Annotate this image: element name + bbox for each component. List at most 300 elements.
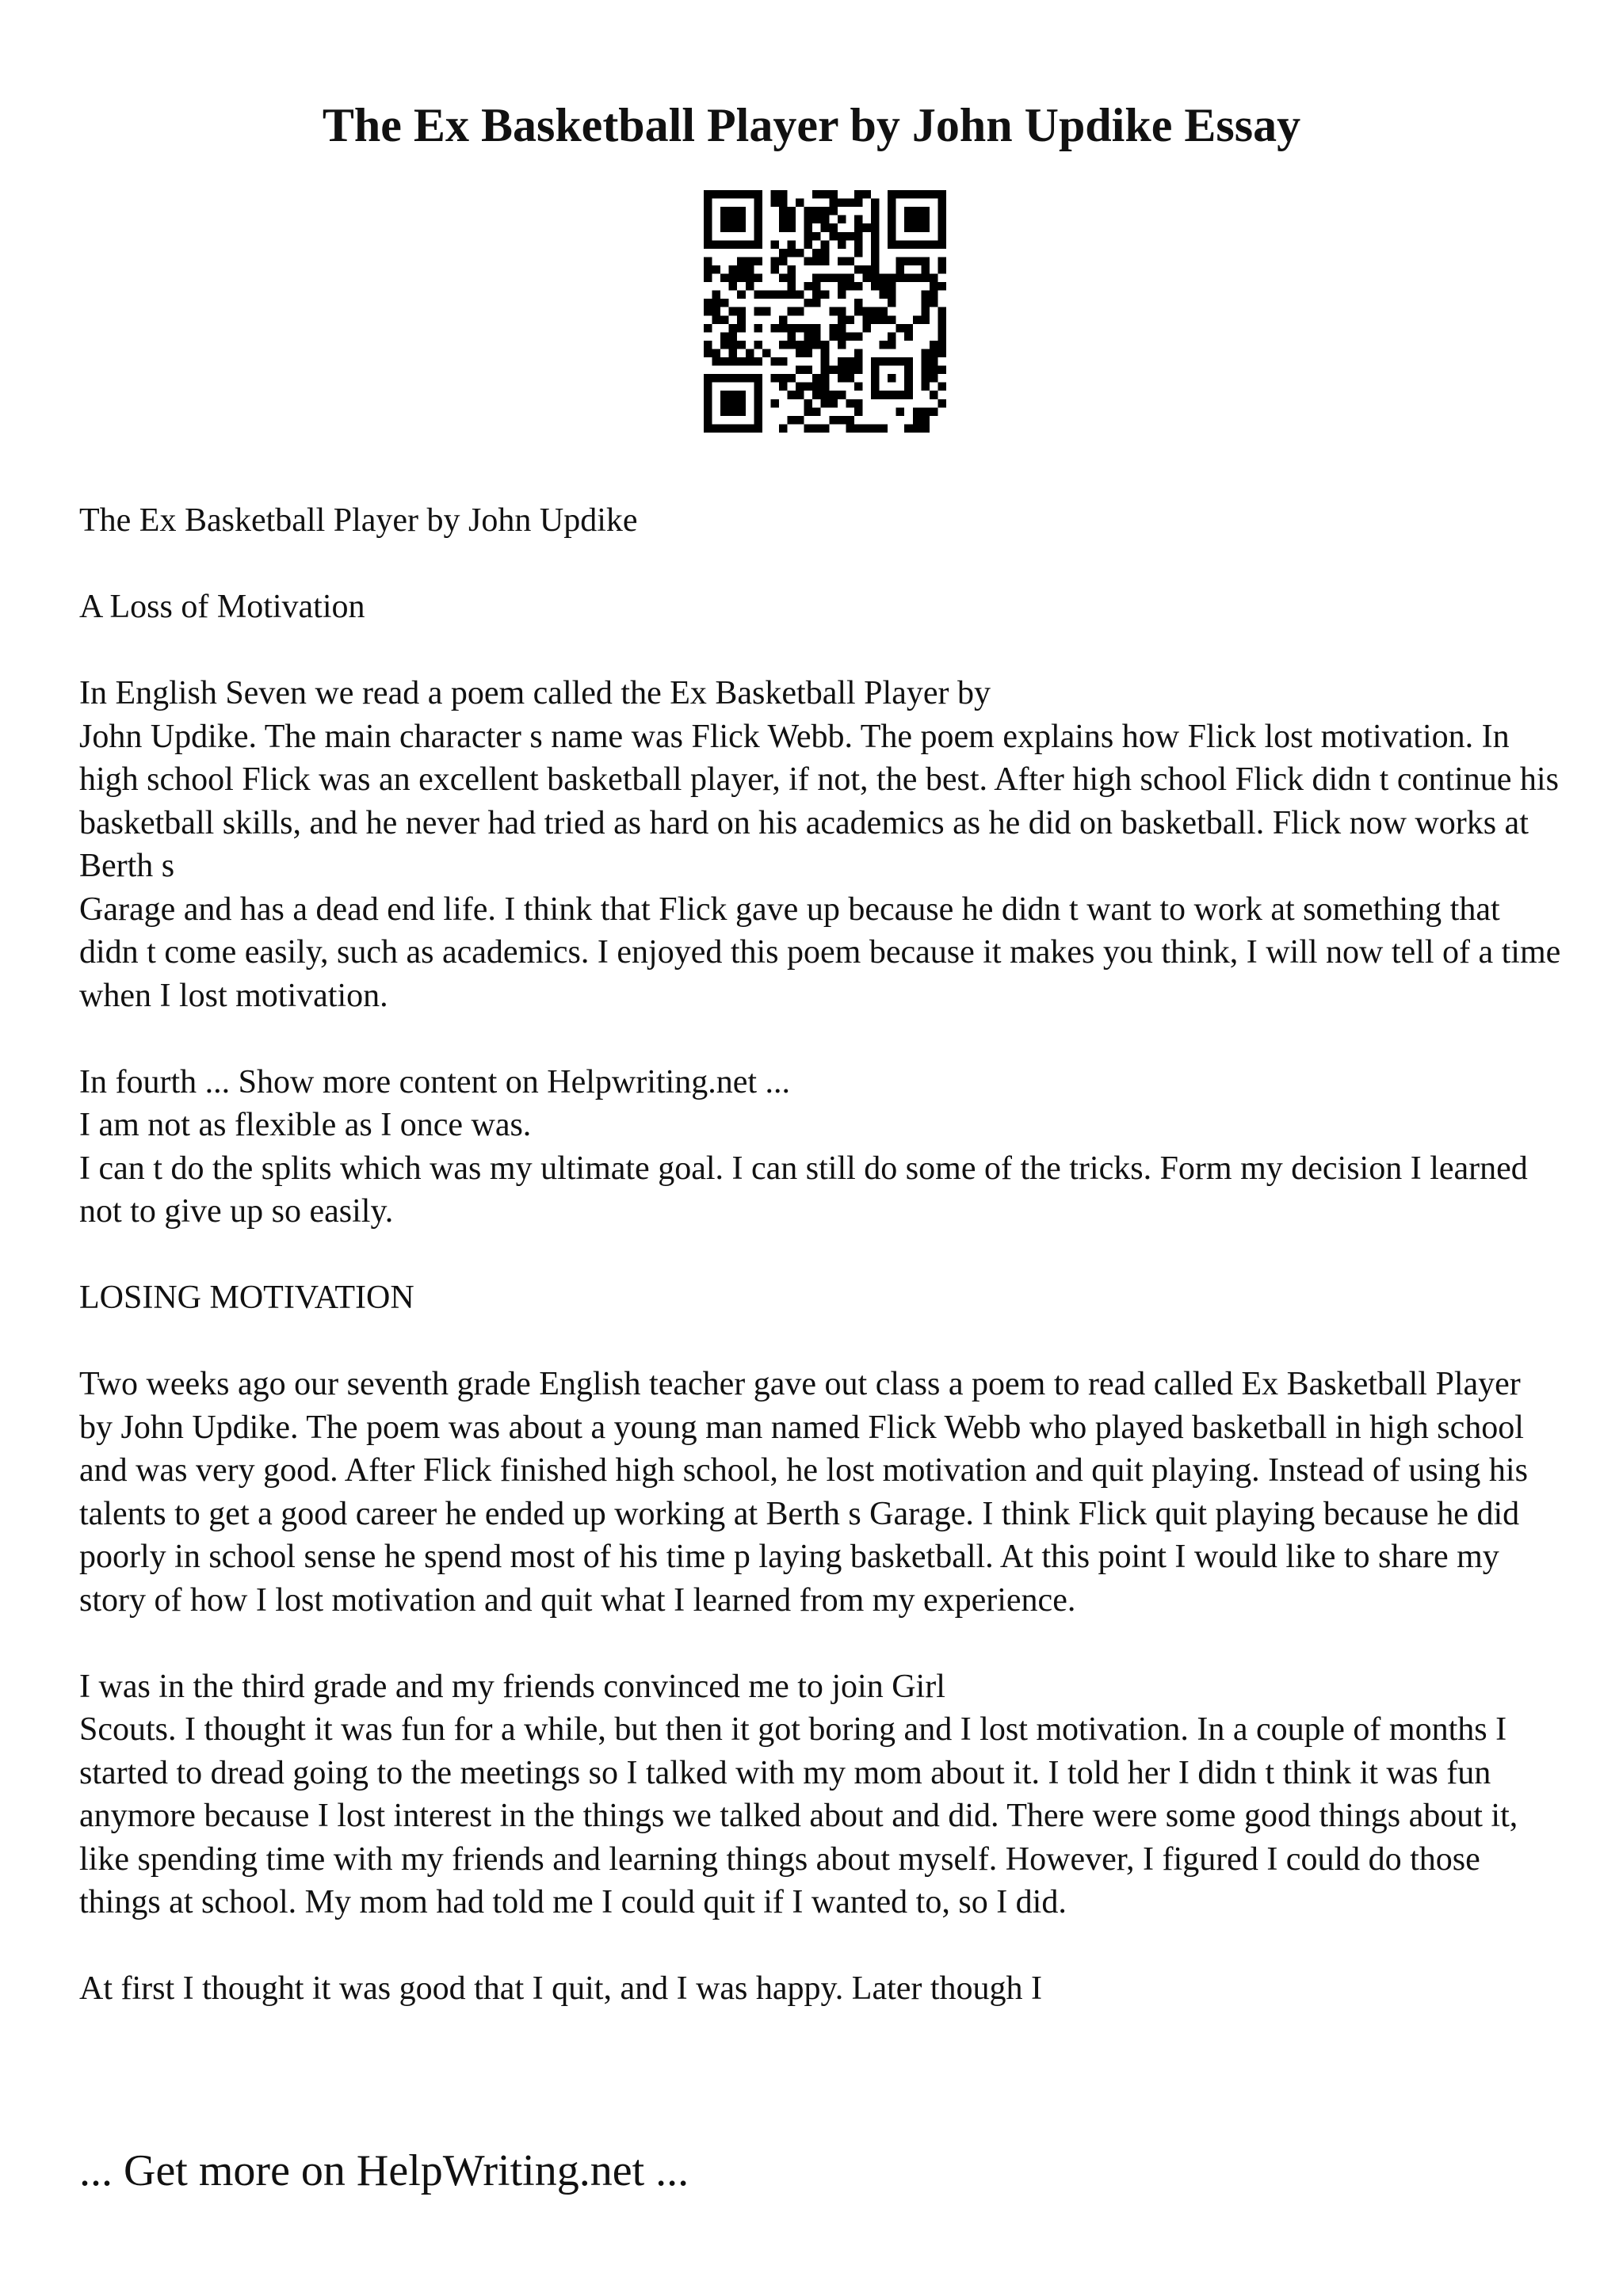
qr-module bbox=[871, 232, 880, 241]
qr-module bbox=[812, 383, 821, 391]
qr-module bbox=[880, 282, 888, 291]
qr-module bbox=[770, 265, 779, 274]
qr-module bbox=[729, 307, 738, 316]
qr-module bbox=[838, 215, 846, 224]
qr-module bbox=[804, 257, 813, 265]
qr-module bbox=[812, 407, 821, 416]
qr-module bbox=[913, 424, 922, 433]
qr-module bbox=[846, 416, 854, 425]
qr-module bbox=[704, 349, 712, 357]
qr-module bbox=[788, 324, 796, 333]
qr-module bbox=[846, 257, 854, 265]
qr-module bbox=[720, 357, 729, 366]
qr-module bbox=[770, 240, 779, 249]
qr-module bbox=[938, 257, 946, 265]
qr-module bbox=[829, 366, 838, 375]
qr-module bbox=[804, 399, 813, 408]
qr-module bbox=[729, 282, 738, 291]
qr-module bbox=[788, 274, 796, 283]
qr-module bbox=[704, 307, 712, 316]
qr-module bbox=[913, 416, 922, 425]
qr-module bbox=[770, 374, 779, 383]
qr-module bbox=[880, 307, 888, 316]
section-heading-losing-motivation: LOSING MOTIVATION bbox=[79, 1280, 414, 1316]
qr-module bbox=[838, 324, 846, 333]
qr-module bbox=[788, 341, 796, 349]
qr-module bbox=[871, 223, 880, 232]
qr-code-image bbox=[704, 190, 946, 433]
qr-module bbox=[779, 291, 788, 299]
qr-module bbox=[888, 299, 896, 307]
qr-module bbox=[720, 341, 729, 349]
qr-module bbox=[788, 249, 796, 257]
qr-module bbox=[838, 257, 846, 265]
qr-module bbox=[754, 274, 762, 283]
qr-module bbox=[804, 282, 813, 291]
qr-module bbox=[821, 366, 830, 375]
qr-module bbox=[712, 291, 721, 299]
qr-module bbox=[788, 374, 796, 383]
qr-module bbox=[804, 349, 813, 357]
qr-module bbox=[812, 249, 821, 257]
qr-module bbox=[821, 190, 830, 199]
qr-module bbox=[913, 274, 922, 283]
qr-module bbox=[854, 223, 863, 232]
qr-module bbox=[712, 357, 721, 366]
qr-module bbox=[921, 416, 930, 425]
essay-subtitle: The Ex Basketball Player by John Updike bbox=[79, 502, 638, 539]
qr-module bbox=[779, 341, 788, 349]
qr-module bbox=[904, 274, 913, 283]
qr-module bbox=[796, 307, 804, 316]
qr-module bbox=[846, 366, 854, 375]
qr-module bbox=[829, 324, 838, 333]
qr-module bbox=[812, 257, 821, 265]
qr-module bbox=[712, 349, 721, 357]
qr-module bbox=[720, 332, 729, 341]
qr-module bbox=[737, 265, 746, 274]
qr-module bbox=[804, 383, 813, 391]
qr-module bbox=[871, 215, 880, 224]
qr-module bbox=[746, 265, 754, 274]
qr-module bbox=[829, 307, 838, 316]
qr-module bbox=[846, 199, 854, 208]
qr-module bbox=[829, 232, 838, 241]
qr-module bbox=[904, 332, 913, 341]
qr-module bbox=[779, 357, 788, 366]
qr-module bbox=[821, 424, 830, 433]
qr-module bbox=[829, 391, 838, 399]
qr-module bbox=[788, 215, 796, 224]
qr-module bbox=[938, 332, 946, 341]
qr-module bbox=[729, 324, 738, 333]
qr-module bbox=[846, 282, 854, 291]
qr-module bbox=[913, 315, 922, 324]
qr-module bbox=[838, 240, 846, 249]
qr-module bbox=[871, 265, 880, 274]
qr-module bbox=[804, 366, 813, 375]
qr-module bbox=[704, 265, 712, 274]
qr-module bbox=[770, 291, 779, 299]
qr-module bbox=[788, 307, 796, 316]
qr-module bbox=[720, 299, 729, 307]
qr-module bbox=[938, 366, 946, 375]
qr-module bbox=[871, 315, 880, 324]
qr-module bbox=[930, 357, 938, 366]
qr-module bbox=[821, 391, 830, 399]
qr-module bbox=[712, 307, 721, 316]
qr-code-icon bbox=[704, 190, 946, 433]
qr-module bbox=[930, 274, 938, 283]
qr-module bbox=[737, 291, 746, 299]
qr-module bbox=[862, 190, 871, 199]
qr-module bbox=[871, 257, 880, 265]
qr-module bbox=[729, 274, 738, 283]
qr-module bbox=[812, 299, 821, 307]
qr-module bbox=[838, 341, 846, 349]
qr-module bbox=[938, 265, 946, 274]
qr-module bbox=[862, 424, 871, 433]
qr-module bbox=[812, 341, 821, 349]
qr-module bbox=[770, 399, 779, 408]
paragraph-3: Two weeks ago our seventh grade English teacher gave out class a poem to read called Ex Basketball Player by John Updike. The poem was about a young man named Flick Webb who played basketball in high school and was very good. After Flick finished high school, he lost motivation and quit playing. Instead of using his talents to get a good career he ended up working at Berth s Garage. I think Flick quit playing because he did poorly in school sense he spend most of his time p laying basketball. At this point I would like to share my story of how I lost motivation and quit what I learned from my experience. bbox=[79, 1366, 1528, 1619]
qr-module bbox=[770, 357, 779, 366]
qr-module bbox=[812, 215, 821, 224]
qr-module bbox=[737, 257, 746, 265]
qr-module bbox=[729, 341, 738, 349]
qr-module bbox=[829, 207, 838, 215]
qr-module bbox=[788, 416, 796, 425]
qr-module bbox=[704, 299, 712, 307]
qr-module bbox=[821, 207, 830, 215]
qr-module bbox=[930, 366, 938, 375]
qr-module bbox=[788, 207, 796, 215]
qr-module bbox=[846, 332, 854, 341]
qr-module bbox=[838, 315, 846, 324]
qr-module bbox=[938, 383, 946, 391]
qr-module bbox=[854, 307, 863, 316]
section-heading-loss-of-motivation: A Loss of Motivation bbox=[79, 589, 365, 625]
qr-module bbox=[821, 215, 830, 224]
qr-module bbox=[938, 307, 946, 316]
qr-module bbox=[779, 315, 788, 324]
qr-module bbox=[921, 299, 930, 307]
qr-module bbox=[788, 291, 796, 299]
qr-module bbox=[779, 257, 788, 265]
qr-module bbox=[846, 232, 854, 241]
qr-module bbox=[737, 315, 746, 324]
qr-module bbox=[779, 424, 788, 433]
qr-module bbox=[846, 374, 854, 383]
qr-module bbox=[854, 399, 863, 408]
qr-module bbox=[729, 332, 738, 341]
qr-module bbox=[737, 341, 746, 349]
qr-module bbox=[838, 274, 846, 283]
qr-module bbox=[854, 190, 863, 199]
qr-module bbox=[779, 215, 788, 224]
qr-module bbox=[821, 274, 830, 283]
qr-module bbox=[779, 190, 788, 199]
qr-module bbox=[779, 324, 788, 333]
qr-module bbox=[804, 324, 813, 333]
qr-module bbox=[779, 199, 788, 208]
qr-module bbox=[838, 357, 846, 366]
qr-module bbox=[796, 249, 804, 257]
qr-module bbox=[930, 299, 938, 307]
qr-module bbox=[862, 274, 871, 283]
qr-module bbox=[821, 374, 830, 383]
qr-module bbox=[729, 349, 738, 357]
qr-module bbox=[921, 291, 930, 299]
qr-module bbox=[821, 249, 830, 257]
qr-module bbox=[804, 240, 813, 249]
qr-module bbox=[754, 324, 762, 333]
qr-module bbox=[746, 349, 754, 357]
qr-module bbox=[854, 240, 863, 249]
qr-module bbox=[888, 341, 896, 349]
qr-module bbox=[930, 349, 938, 357]
qr-module bbox=[880, 315, 888, 324]
qr-module bbox=[762, 307, 771, 316]
paragraph-5: At first I thought it was good that I quit, and I was happy. Later though I bbox=[79, 1970, 1043, 2007]
qr-module bbox=[796, 324, 804, 333]
qr-module bbox=[854, 332, 863, 341]
qr-module bbox=[812, 424, 821, 433]
qr-module bbox=[862, 324, 871, 333]
qr-module bbox=[829, 199, 838, 208]
qr-module bbox=[788, 240, 796, 249]
qr-module bbox=[720, 274, 729, 283]
qr-module bbox=[921, 383, 930, 391]
qr-module bbox=[746, 282, 754, 291]
qr-module bbox=[746, 257, 754, 265]
qr-module bbox=[838, 232, 846, 241]
qr-module bbox=[838, 374, 846, 383]
qr-module bbox=[829, 399, 838, 408]
qr-module bbox=[888, 332, 896, 341]
qr-module bbox=[804, 232, 813, 241]
qr-module bbox=[812, 207, 821, 215]
qr-module bbox=[804, 215, 813, 224]
qr-module bbox=[788, 223, 796, 232]
qr-module bbox=[921, 374, 930, 383]
qr-module bbox=[821, 341, 830, 349]
qr-module bbox=[880, 291, 888, 299]
qr-module bbox=[896, 265, 905, 274]
qr-module bbox=[838, 416, 846, 425]
qr-module bbox=[796, 341, 804, 349]
qr-module bbox=[938, 349, 946, 357]
qr-module bbox=[720, 315, 729, 324]
qr-module bbox=[804, 341, 813, 349]
qr-module bbox=[921, 265, 930, 274]
qr-module bbox=[871, 274, 880, 283]
qr-module bbox=[712, 315, 721, 324]
qr-module bbox=[871, 240, 880, 249]
qr-module bbox=[921, 274, 930, 283]
qr-module bbox=[871, 249, 880, 257]
qr-module bbox=[854, 357, 863, 366]
qr-module bbox=[804, 424, 813, 433]
document-title: The Ex Basketball Player by John Updike Essay bbox=[322, 99, 1301, 151]
qr-module bbox=[754, 257, 762, 265]
qr-module bbox=[838, 199, 846, 208]
qr-module bbox=[921, 366, 930, 375]
qr-module bbox=[838, 291, 846, 299]
qr-module bbox=[862, 223, 871, 232]
qr-module bbox=[930, 391, 938, 399]
qr-module bbox=[762, 291, 771, 299]
qr-module bbox=[854, 366, 863, 375]
qr-module bbox=[938, 341, 946, 349]
qr-module bbox=[854, 282, 863, 291]
qr-module bbox=[804, 332, 813, 341]
qr-module bbox=[829, 332, 838, 341]
qr-module bbox=[779, 249, 788, 257]
qr-module bbox=[854, 383, 863, 391]
qr-module bbox=[846, 399, 854, 408]
qr-module bbox=[796, 291, 804, 299]
paragraph-4: I was in the third grade and my friends convinced me to join Girl Scouts. I thought it was fun for a while, but then it got boring and I lost motivation. In a couple of months I started to dread going to the meetings so I talked with my mom about it. I told her I didn t think it was fun anymore because I lost interest in the things we talked about and did. There were some good things about it, like spending time with my friends and learning things about myself. However, I figured I could do those things at school. My mom had told me I could quit if I wanted to, so I did. bbox=[79, 1668, 1518, 1920]
qr-module bbox=[921, 315, 930, 324]
get-more-link[interactable]: ... Get more on HelpWriting.net ... bbox=[79, 2146, 689, 2195]
qr-module bbox=[921, 257, 930, 265]
qr-module bbox=[804, 223, 813, 232]
qr-module bbox=[762, 349, 771, 357]
qr-module bbox=[904, 424, 913, 433]
paragraph-2: In fourth ... Show more content on Helpwriting.net ... I am not as flexible as I once was. I can t do the splits which was my ultimate goal. I can still do some of the tricks. Form my decision I learned not to give up so easily. bbox=[79, 1063, 1528, 1230]
qr-module bbox=[896, 274, 905, 283]
qr-module bbox=[821, 349, 830, 357]
qr-module bbox=[880, 424, 888, 433]
qr-module bbox=[846, 315, 854, 324]
qr-module bbox=[812, 232, 821, 241]
qr-module bbox=[846, 424, 854, 433]
qr-module bbox=[838, 366, 846, 375]
qr-module bbox=[788, 391, 796, 399]
qr-module bbox=[779, 207, 788, 215]
qr-module bbox=[921, 424, 930, 433]
qr-module bbox=[838, 307, 846, 316]
qr-module bbox=[737, 307, 746, 316]
qr-module bbox=[829, 190, 838, 199]
qr-module bbox=[838, 282, 846, 291]
qr-module bbox=[812, 374, 821, 383]
qr-module bbox=[821, 399, 830, 408]
qr-module bbox=[846, 357, 854, 366]
qr-module bbox=[888, 282, 896, 291]
qr-module bbox=[829, 416, 838, 425]
qr-module bbox=[821, 240, 830, 249]
qr-module bbox=[754, 307, 762, 316]
qr-module bbox=[938, 282, 946, 291]
qr-module bbox=[930, 291, 938, 299]
qr-module bbox=[770, 190, 779, 199]
qr-module bbox=[796, 366, 804, 375]
qr-module bbox=[754, 341, 762, 349]
qr-module bbox=[854, 232, 863, 241]
qr-module bbox=[921, 407, 930, 416]
qr-module bbox=[704, 324, 712, 333]
qr-module bbox=[704, 341, 712, 349]
qr-module bbox=[880, 274, 888, 283]
qr-module bbox=[904, 324, 913, 333]
qr-module bbox=[871, 424, 880, 433]
qr-module bbox=[704, 274, 712, 283]
qr-module bbox=[930, 407, 938, 416]
qr-module bbox=[938, 315, 946, 324]
qr-module bbox=[888, 291, 896, 299]
qr-module bbox=[796, 383, 804, 391]
qr-module bbox=[746, 274, 754, 283]
qr-module bbox=[796, 349, 804, 357]
qr-module bbox=[846, 274, 854, 283]
qr-module bbox=[754, 357, 762, 366]
qr-module bbox=[862, 307, 871, 316]
qr-module bbox=[854, 349, 863, 357]
qr-module bbox=[737, 357, 746, 366]
qr-module bbox=[770, 199, 779, 208]
qr-module bbox=[854, 199, 863, 208]
qr-module bbox=[779, 223, 788, 232]
qr-module bbox=[796, 416, 804, 425]
qr-module bbox=[862, 315, 871, 324]
qr-module bbox=[796, 199, 804, 208]
qr-module bbox=[779, 274, 788, 283]
qr-module bbox=[746, 357, 754, 366]
qr-module bbox=[812, 391, 821, 399]
qr-module bbox=[779, 374, 788, 383]
qr-module bbox=[871, 282, 880, 291]
paragraph-1: In English Seven we read a poem called the Ex Basketball Player by John Updike. The main character s name was Flick Webb. The poem explains how Flick lost motivation. In high school Flick was an excellent basketball player, if not, the best. After high school Flick didn t continue his basketball skills, and he never had tried as hard on his academics as he did on basketball. Flick now works at Berth s Garage and has a dead end life. I think that Flick gave up because he didn t want to work at something that didn t come easily, such as academics. I enjoyed this poem because it makes you think, I will now tell of a time when I lost motivation. bbox=[79, 675, 1561, 1014]
essay-body bbox=[79, 499, 1561, 2054]
qr-module bbox=[829, 274, 838, 283]
qr-module bbox=[871, 207, 880, 215]
qr-module bbox=[804, 407, 813, 416]
qr-module bbox=[838, 391, 846, 399]
qr-module bbox=[896, 257, 905, 265]
qr-module bbox=[704, 257, 712, 265]
qr-module bbox=[930, 282, 938, 291]
qr-module bbox=[754, 291, 762, 299]
qr-module bbox=[938, 399, 946, 408]
qr-module bbox=[821, 383, 830, 391]
qr-module bbox=[829, 223, 838, 232]
qr-module bbox=[804, 299, 813, 307]
qr-module bbox=[921, 357, 930, 366]
qr-module bbox=[770, 324, 779, 333]
qr-module bbox=[821, 357, 830, 366]
qr-module bbox=[854, 407, 863, 416]
qr-module bbox=[788, 265, 796, 274]
qr-module bbox=[712, 265, 721, 274]
qr-module bbox=[729, 357, 738, 366]
qr-module bbox=[788, 332, 796, 341]
qr-module bbox=[821, 257, 830, 265]
qr-module bbox=[854, 424, 863, 433]
qr-module bbox=[804, 207, 813, 215]
qr-module bbox=[838, 332, 846, 341]
qr-module bbox=[854, 265, 863, 274]
qr-module bbox=[854, 249, 863, 257]
qr-module bbox=[812, 324, 821, 333]
qr-module bbox=[913, 257, 922, 265]
qr-module bbox=[770, 257, 779, 265]
qr-module bbox=[930, 374, 938, 383]
qr-module bbox=[880, 341, 888, 349]
qr-module bbox=[871, 199, 880, 208]
qr-module bbox=[821, 291, 830, 299]
